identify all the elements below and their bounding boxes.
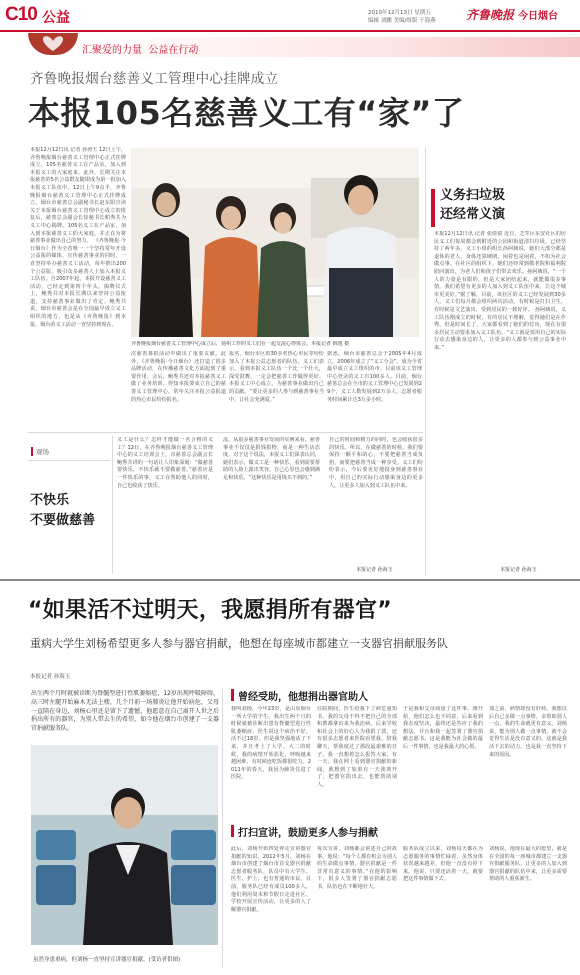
story2-sub2-col1: 此后，刘杨开始四处奔走宣讲器官捐献的知识。2012年5月，刘杨在烟台市创建了烟台市首支器官捐献志愿者服务队，队员中有大学生、医生、护士，也有普通的市民。目前，服务队已经有成员100多人，他们利用周末和节假日走进社区、学校开展宣传活动，让更多的人了解器官捐献。 bbox=[231, 846, 311, 913]
editors-line: 编辑 刘鹏 美编/组版 于海燕 bbox=[368, 18, 436, 24]
story1-mid-col2: 报名，烟台市区的30多名热心市民等纷纷加入了本报公益志愿者的队伍。义工们表示，看到本报义工队伍一个比一个壮大，深受鼓舞，一定会把慈善工作做得更好。本报义工中心成立，为慈善事业做出自己的贡献。“要让更多的人参与到慈善事业当中，让社会充满爱。” bbox=[229, 351, 324, 403]
date-line: 2010年12月13日 星期五 bbox=[368, 10, 431, 16]
section-divider bbox=[0, 579, 580, 581]
page-number: C10 bbox=[5, 4, 37, 25]
newspaper-logo: 齐鲁晚报 bbox=[466, 8, 515, 22]
story1-kicker: 齐鲁晚报烟台慈善义工管理中心挂牌成立 bbox=[30, 71, 279, 87]
opinion-col2: 流，从很多慈善事业发展的实例来看，慈善事业不仅仅是捐钱捐物，而是一种生活态度。对于这个说法，本报义工们深表认同，她们表示，做义工是一种快乐，看到需要帮助的人脸上露出笑容，自己心里也会感到满足和快乐。“这种快乐是用钱买不到的。” bbox=[223, 437, 320, 481]
slogan-text: 汇聚爱的力量 公益在行动 bbox=[82, 45, 199, 56]
opinion-col3: 自己的时间和精力的同时，也会收获很多的快乐。所以，在做慈善的时候，我们要保持一颗平和的心，不要把慈善当成负担，而要把慈善当成一种享受。义工们纷纷表示，今后要更好地投身到慈善事业中，用自己的实际行动感染身边的更多人，让更多人加入到义工队伍中来。 bbox=[329, 437, 423, 489]
story1-col1 bbox=[30, 147, 126, 350]
page-header bbox=[0, 0, 580, 30]
sidebar-text-1: 本报12月12日讯 记者 张倩倩 近日，芝罘区东安社区的居民义工们每周都会到附近的公园和街道清扫垃圾，已经坚持了两年多。义工小组的组长孙阿姨说，她们大部分都是退休的老人，身体还算硬朗，闲着也是闲着，不如为社会做点事。在社区的组织下，她们还经常到敬老院和福利院慰问演出，为老人们和孩子们带去欢乐。孙阿姨说，“一个人的力量是有限的，但是大家团结起来，就能做很多事情。我们希望有更多的人加入到义工队伍中来，让这个城市更美好。”据了解，目前，该社区的义工已经发展到30多人，义工们每月都会组织两次活动，有时候是打扫卫生，有时候是文艺演出，受到居民的一致好评。 bbox=[434, 231, 566, 313]
story2-sub1-col2: 住院期间，医生给我下了病危通知书，我的父母不得不把自己的全部积蓄都拿出来为我治病。后来学校和社会上的好心人为我捐了款，还有很多志愿者来医院看望我，陪我聊天，帮我度过了那段最艰难的日子。我一直想着怎么报答大家。有一天，我在网上看到器官捐献的新闻，就想到了如果有一天我离开了，把器官捐出去，也能帮助别人。 bbox=[317, 706, 397, 788]
story2-sub1-col3: 于是我和父母商量了这件事。刚开始，他们怎么也不同意，后来看到我态度坚决，最终还是答应了我的想法，并且和我一起签署了器官捐献志愿书。这是我能为社会做的最后一件事情，也是我最大的心愿。 bbox=[403, 706, 483, 750]
story2-photo-caption: 虽然身患重病，但刘杨一直坚持宣讲器官捐献。(受访者供图) bbox=[33, 957, 181, 963]
sidebar-divider bbox=[425, 148, 426, 576]
charity-emblem bbox=[28, 33, 78, 55]
story1-col1-more: 《齐鲁晚报·今日烟台》作为全省唯一一个坚持常年开设公益版的媒体，宣传慈善事业的同时，一直坚持举办慈善义工活动，每年推出200个公益版，吸引众多慈善人士加入本报义工队伍。自2007年起，本报开设慈善义工活动，已经走到第四个年头。揭牌仪式上，鲍秀共对本报长期以来坚持公益报道，支持慈善事业做出了肯定。鲍秀共说，烟台市慈善会是在全国最早成立义工组织的地方，也是从《齐鲁晚报》到本报，烟台的义工活动一直坚持到现在。 bbox=[30, 238, 126, 328]
patient-photo bbox=[31, 745, 218, 945]
slogan-banner bbox=[78, 37, 580, 57]
section-name: 公益 bbox=[42, 10, 70, 26]
sidebar-headline: 义务扫垃圾 还经常义演 bbox=[440, 188, 506, 222]
story2-divider bbox=[222, 688, 223, 968]
story2-sub2: 打扫宣讲，鼓励更多人参与捐献 bbox=[238, 828, 378, 839]
story1-headline: 本报105名慈善义工有“家”了 bbox=[28, 94, 465, 132]
story2-sub1-marker bbox=[231, 689, 234, 701]
story1-mid-col1: 次慈善募捐活动中做出了重要贡献。此外，《齐鲁晚报·今日烟台》还打造了很多品牌活动，在传播慈善文化方面起到了重要作用。会后，鲍秀共还对本报慈善义工做了业务培训。得知本报要成立自己的慈善义工管理中心，常年关注本报公益报道的热心市民纷纷报名。 bbox=[131, 351, 226, 403]
opinion-section-label: 观场 bbox=[31, 447, 49, 456]
opinion-col1: 义工是什么？怎样才能做一名合格的义工？12日，在齐鲁晚报烟台慈善义工管理中心的义工培训会上，市慈善总会副会长鲍秀共讲的一句话让人印象深刻：“做慈善要快乐，不快乐就不要做慈善。”慈善应是一件快乐的事，义工在帮助他人的同时，自己也收获了快乐。 bbox=[117, 437, 213, 489]
story2-sub1: 曾经受助，他想捐出器官助人 bbox=[238, 692, 368, 703]
opinion-top-rule bbox=[28, 432, 423, 433]
story2-sub2-col2: 每次宣讲，刘杨都会讲述自己的故事，他说：“每个人都有机会为别人的生命做点事情，器官捐献是一件非常有意义的事情。”在他的影响下，很多人签署了器官捐献志愿书，队伍也在不断地壮大。 bbox=[317, 846, 397, 890]
sidebar-marker bbox=[431, 189, 435, 227]
story1-photo-caption: 齐鲁晚报烟台慈善义工管理中心成立后，扬州工作的义工们在一起交流心得体会。本报记者 韩逸 摄 bbox=[131, 341, 350, 347]
story2-sub2-marker bbox=[231, 825, 234, 837]
opinion-byline: 本报记者 孙海玉 bbox=[356, 567, 393, 573]
story2-sub2-col3: 服务队成立以来，刘杨每天都在为志愿服务的事情忙碌着，虽然身体状况越来越差，但他一直没有停下来。他说，只要还活着一天，就要把这件事情做下去。 bbox=[403, 846, 483, 883]
sidebar-text-2: 孙阿姨说，义工队伍刚成立的时候，有的居民不理解，觉得她们是在作秀。但是时间长了，大家都看到了她们的付出，现在有很多居民主动要求加入义工队伍。“义工就是要用自己的实际行动去感染身边的人，让更多的人都参与到公益事业中来。” bbox=[434, 306, 566, 351]
sidebar-byline: 本报记者 孙海玉 bbox=[500, 567, 537, 573]
story2-sub2-col4: 刘杨说，他现在最大的愿望，就是在全国的每一座城市都建立一支器官捐献服务队，让更多的人加入到器官捐献的队伍中来，让更多需要帮助的人重获新生。 bbox=[489, 846, 567, 883]
opinion-headline: 不快乐 不要做慈善 bbox=[30, 493, 96, 528]
volunteers-photo bbox=[131, 148, 419, 337]
story2-headline: “如果活不过明天，我愿捐所有器官” bbox=[28, 598, 393, 623]
story1-mid-col3: 据悉，烟台市慈善总会于2005年4月成立，2006年成立了“义工分会”。成为全省最早成立义工组织的市。目前该义工管理中心登录的义工有100多人。目前，烟台慈善总会在全市的义工管理中心已发展到29个，义工人数发展到2万余人，志愿者服务时间累计达3万多小时。 bbox=[327, 351, 422, 403]
story2-byline: 本报记者 孙海玉 bbox=[30, 674, 71, 680]
story2-sub1-col4: 加之前，病情却没有好转，我想以后自己多做一点事情，多帮助别人一点，我的生命就更有意义。刘杨说，能为别人做一点事情，就不会觉得生活是没有意义的。这就是我活下去的动力，也是我一直坚持下来的原因。 bbox=[489, 706, 567, 758]
header-rule bbox=[0, 30, 580, 32]
story2-photo bbox=[31, 745, 218, 945]
opinion-label-rule bbox=[28, 460, 110, 461]
story2-lead: 出生两个月时就被诊断为脊髓型进行性肌萎缩症，12岁出现呼吸障碍，高三时左腿开始麻木无法上楼，几个月前一场肺炎让他开始病危，父母一直陪在身边，刘杨心里还是留下了遗憾，他愿意在自己离开人世之后捐出所有的器官，为别人带去生的希望，如今他在烟台市创建了一支器官捐献服务队。 bbox=[31, 690, 219, 733]
story1-col1-text: 本报12月12日讯 记者 孙涛玉 12日上午，齐鲁晚报烟台慈善义工管理中心正式挂牌成立，105名慈善义工在产品室，加入到本报义工的大家庭来。此外，长期关注本报慈善的5名公益群友随即成为第一批加入本报义工队伍中。12日上午9点半，齐鲁晚报烟台慈善义工管理中心正式挂牌成立。烟台市慈善总会副秘书长赵东阳宣读关于本报烟台慈善义工管理中心成立的批复后，慈善总会副会长崔秘书长帕秀共为义工中心揭牌。105名义工在产品室，加入到本报慈善义工的大家庭，并正在为将慈善事业做出自己的努力。 bbox=[30, 147, 126, 245]
story1-photo bbox=[131, 148, 419, 337]
sidebar-text bbox=[434, 231, 566, 561]
edition-name: 今日烟台 bbox=[518, 11, 558, 22]
story2-subhead: 重病大学生刘杨希望更多人参与器官捐献，他想在每座城市都建立一支器官捐献服务队 bbox=[30, 637, 448, 650]
story2-sub1-col1: 我叫刘杨，今年23岁，是山东烟台一所大学的学生。我出生两个月的时候就被诊断出患有脊髓型进行性肌萎缩症，医生说这个病治不好，活不过18岁。但是我坚强地活了下来，并且考上了大学。大二的时候，我的病情开始恶化，呼吸越来越困难，有时候连吃饭都很吃力。2011年的春天，我因为肺炎住进了医院。 bbox=[231, 706, 311, 781]
opinion-divider bbox=[112, 436, 113, 574]
heart-hands-icon bbox=[28, 33, 78, 55]
